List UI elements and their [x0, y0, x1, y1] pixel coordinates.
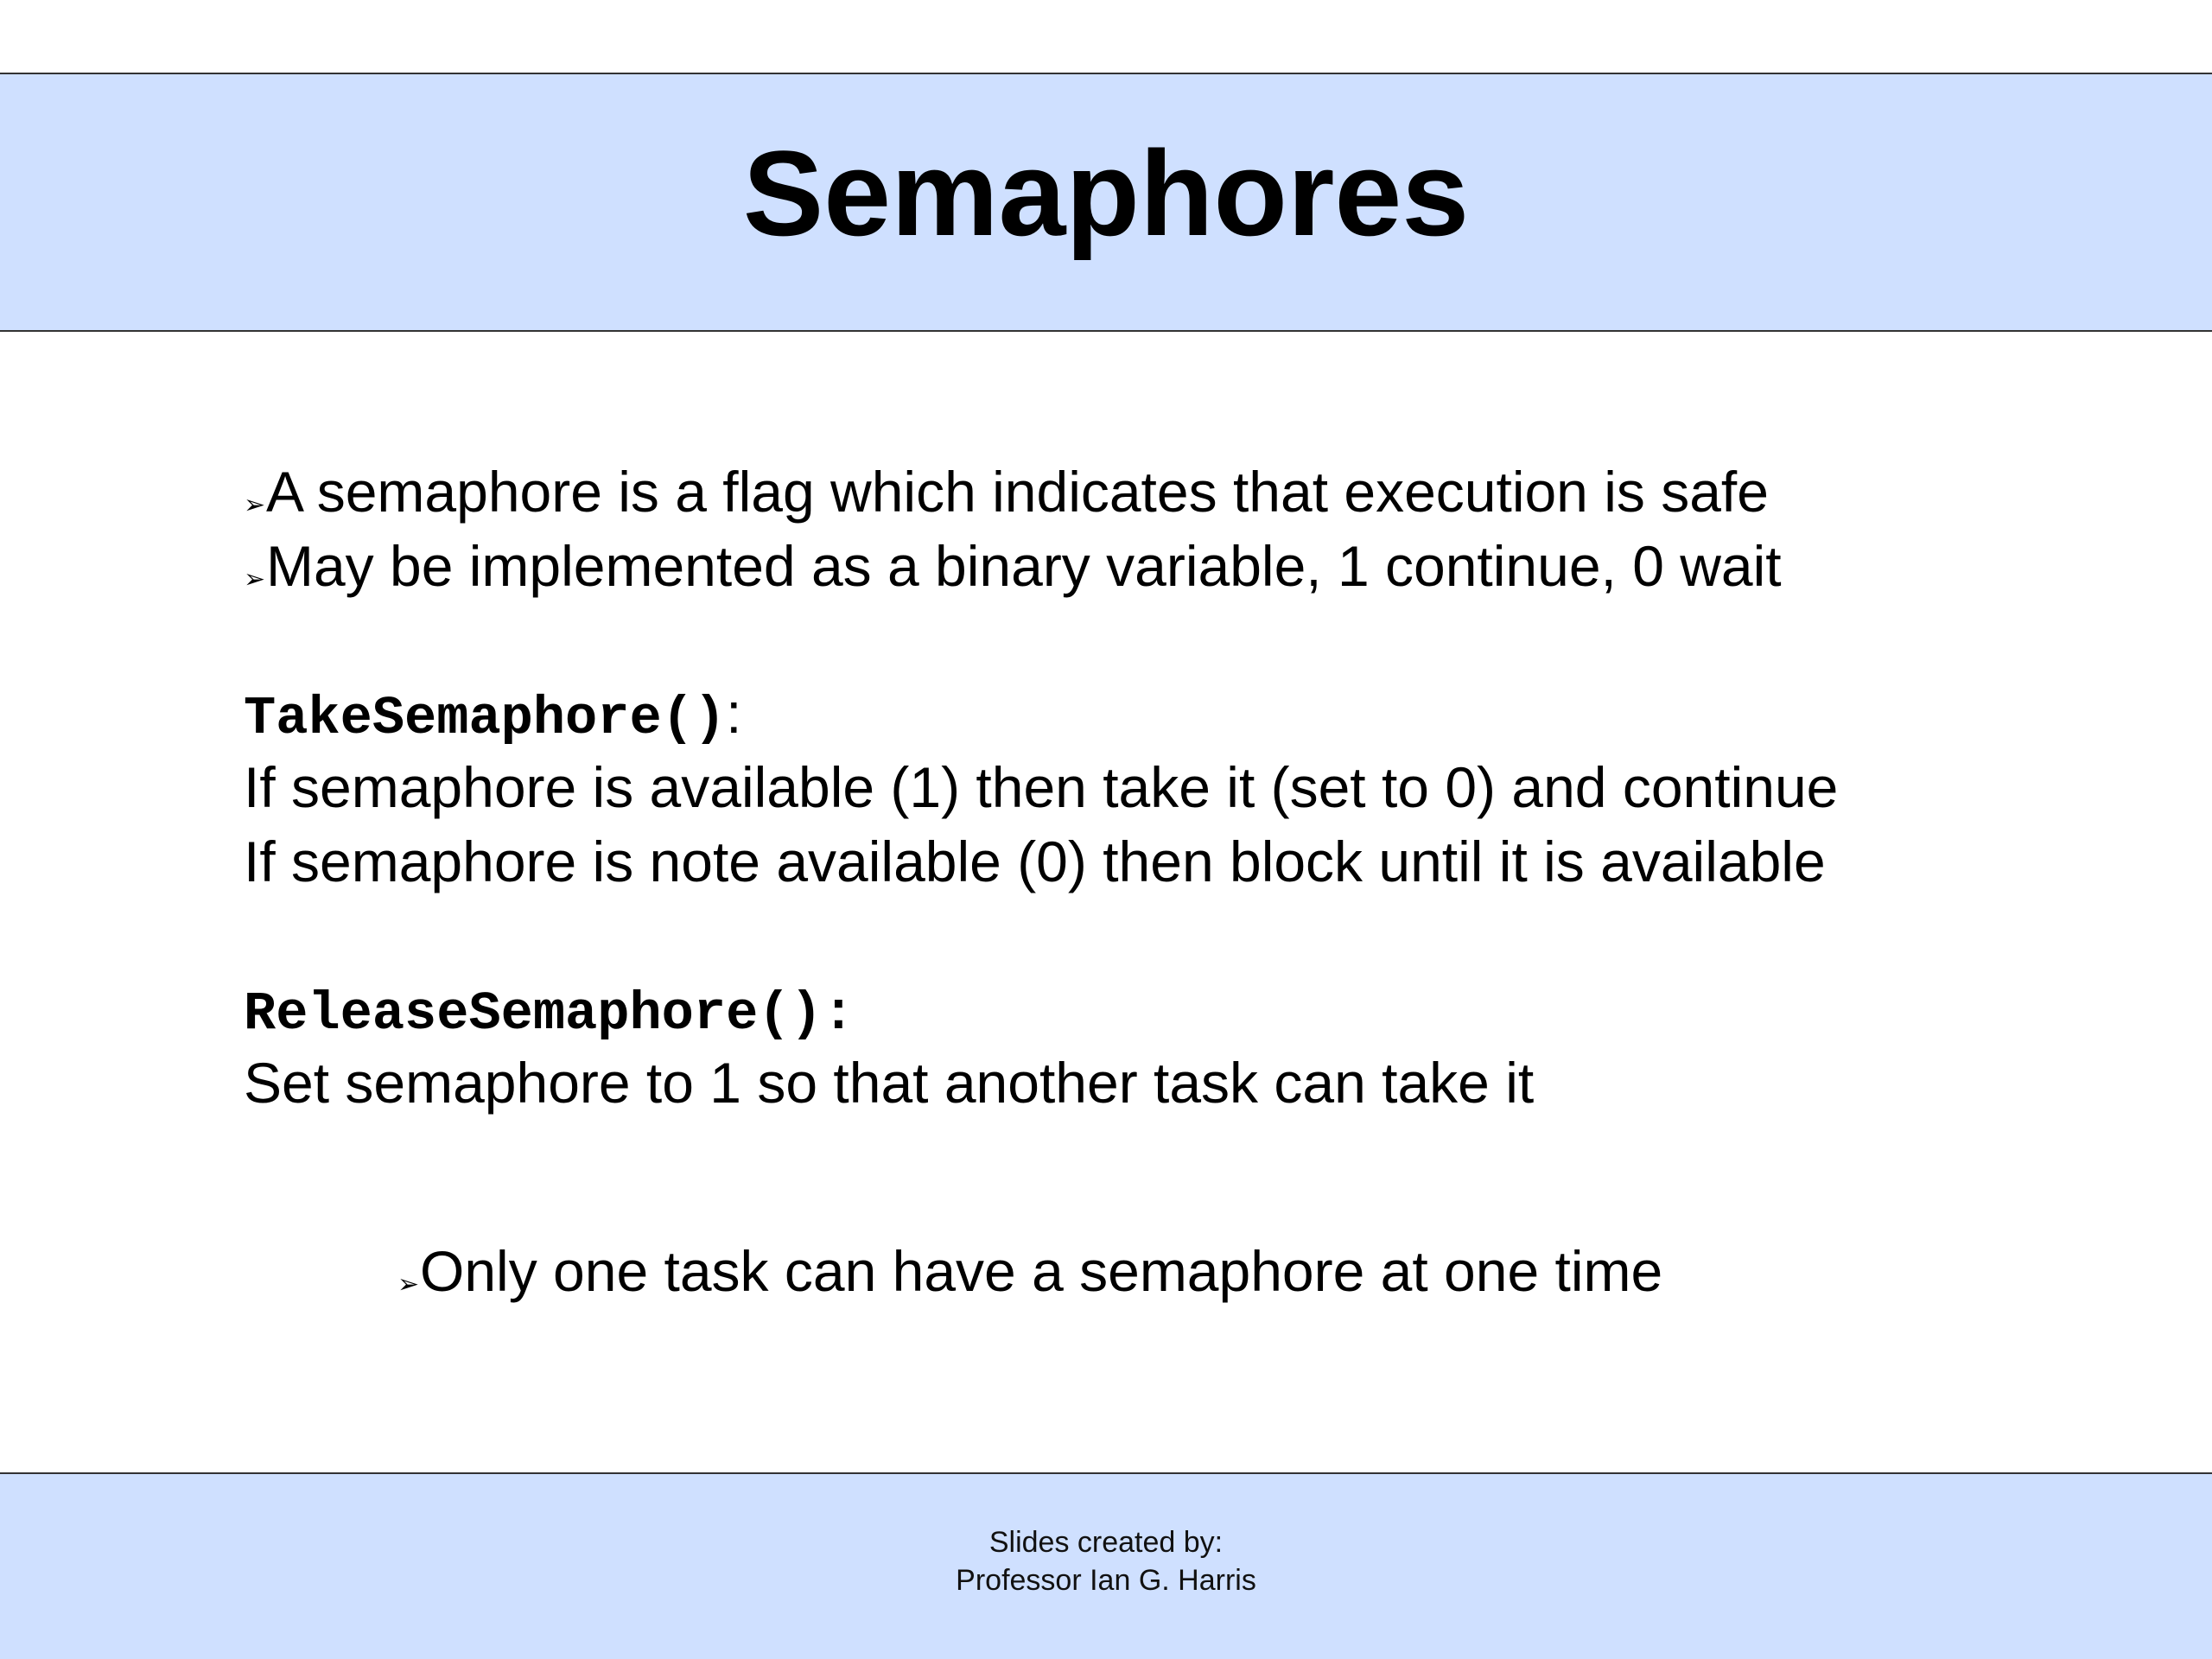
arrowhead-bullet-icon: ➢	[397, 1270, 420, 1299]
arrowhead-bullet-icon: ➢	[244, 491, 266, 519]
bullet-text: May be implemented as a binary variable, 1 continue, 0 wait	[266, 534, 1782, 598]
release-semaphore-heading	[244, 980, 855, 1045]
arrowhead-bullet-icon: ➢	[244, 565, 266, 594]
take-semaphore-code: TakeSemaphore()	[244, 688, 727, 749]
take-semaphore-colon: :	[726, 681, 742, 745]
slide-title: Semaphores	[742, 125, 1470, 261]
take-semaphore-heading	[244, 681, 742, 749]
footer-credit-label: Slides created by:	[988, 1526, 1224, 1559]
take-semaphore-line: If semaphore is note available (0) then block until it is available	[244, 830, 1826, 893]
release-semaphore-code: ReleaseSemaphore():	[244, 983, 855, 1045]
bullet-text: Only one task can have a semaphore at one time	[420, 1239, 1663, 1303]
bullet-item	[244, 534, 1782, 598]
release-semaphore-line: Set semaphore to 1 so that another task can take it	[244, 1051, 1535, 1115]
bullet-item	[244, 460, 1769, 524]
footer-author: Professor Ian G. Harris	[956, 1564, 1256, 1597]
footer-band	[0, 1472, 2212, 1659]
take-semaphore-line: If semaphore is available (1) then take it (set to 0) and continue	[244, 755, 1839, 819]
bullet-text: A semaphore is a flag which indicates that execution is safe	[266, 460, 1769, 524]
bullet-item	[397, 1239, 1663, 1303]
